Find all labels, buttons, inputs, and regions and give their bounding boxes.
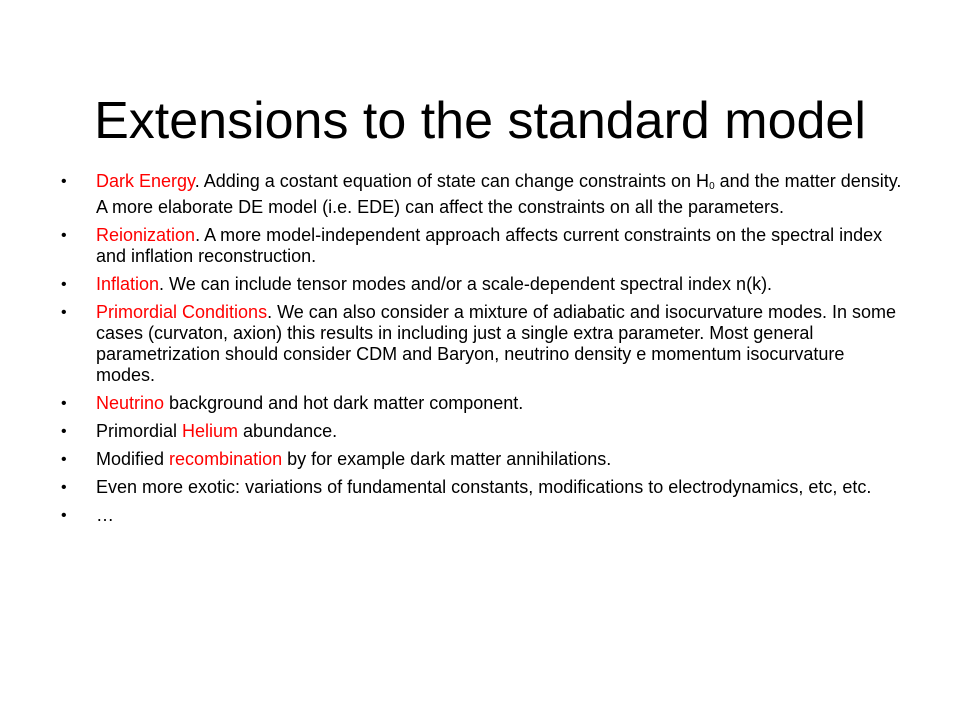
- bullet-dot-icon: •: [61, 227, 67, 244]
- bullet-dot-icon: •: [61, 423, 67, 440]
- list-item-helium: [56, 421, 906, 442]
- bullet-dot-icon: •: [61, 304, 67, 321]
- bullet-dot-icon: •: [61, 395, 67, 412]
- bullet-list: [56, 171, 906, 533]
- bullet-text: abundance.: [238, 421, 338, 441]
- list-item-dark-energy: [56, 171, 906, 218]
- highlight-term: Dark Energy: [96, 171, 195, 191]
- bullet-prefix: Modified: [96, 449, 170, 469]
- highlight-term: Inflation: [96, 274, 160, 294]
- bullet-dot-icon: •: [61, 173, 67, 190]
- bullet-dot-icon: •: [61, 276, 67, 293]
- bullet-text: . We can include tensor modes and/or a scale-dependent spectral index n(k).: [159, 274, 773, 294]
- highlight-term: Neutrino: [96, 393, 165, 413]
- highlight-term: Helium: [182, 421, 239, 441]
- bullet-text: and the matter density. A more elaborate DE model (i.e. EDE) can affect the constraints on all the parameters.: [96, 171, 902, 217]
- list-item-exotic: [56, 477, 906, 498]
- list-item-neutrino: [56, 393, 906, 414]
- highlight-term: Reionization: [96, 225, 196, 245]
- list-item-ellipsis: [56, 505, 906, 526]
- bullet-text: background and hot dark matter component.: [164, 393, 524, 413]
- list-item-reionization: [56, 225, 906, 267]
- bullet-prefix: Primordial: [96, 421, 183, 441]
- bullet-dot-icon: •: [61, 451, 67, 468]
- bullet-dot-icon: •: [61, 479, 67, 496]
- slide-title: Extensions to the standard model: [94, 91, 866, 150]
- bullet-text: Even more exotic: variations of fundamental constants, modifications to electrodynamics, etc, etc.: [96, 477, 872, 497]
- highlight-term: Primordial Conditions: [96, 302, 268, 322]
- list-item-recombination: [56, 449, 906, 470]
- subscript: 0: [709, 181, 715, 192]
- highlight-term: recombination: [169, 449, 283, 469]
- bullet-text: by for example dark matter annihilations.: [282, 449, 612, 469]
- bullet-text: . Adding a costant equation of state can change constraints on H: [194, 171, 710, 191]
- bullet-text: …: [96, 505, 114, 525]
- list-item-inflation: [56, 274, 906, 295]
- bullet-text: . We can also consider a mixture of adiabatic and isocurvature modes. In some cases (curvaton, axion) this results in including just a single extra parameter. Most general parametrization should consider CDM and Baryon, neutrino density e momentum isocurvature modes.: [96, 302, 897, 385]
- bullet-dot-icon: •: [61, 507, 67, 524]
- list-item-primordial-conditions: [56, 302, 906, 386]
- bullet-text: . A more model-independent approach affects current constraints on the spectral index and inflation reconstruction.: [96, 225, 883, 266]
